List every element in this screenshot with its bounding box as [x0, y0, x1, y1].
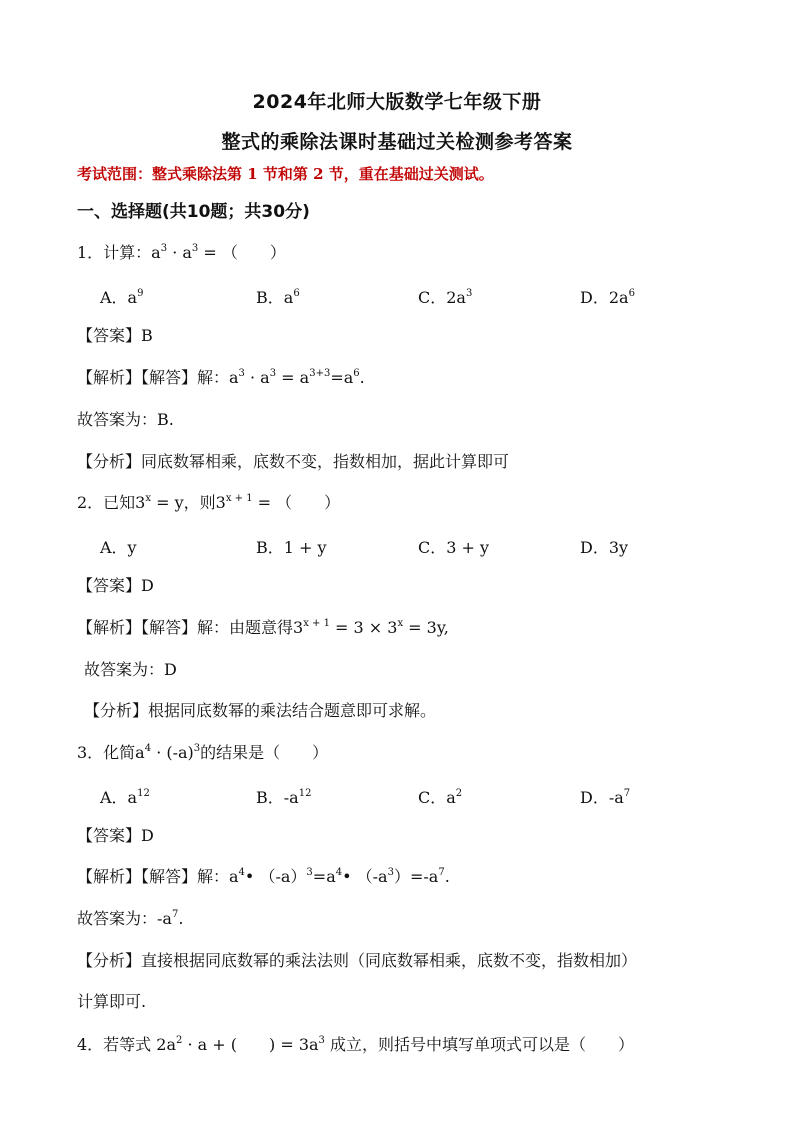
question-3-reason-continued: 计算即可. [77, 992, 147, 1011]
question-2-option-a: A．y [100, 538, 137, 557]
question-1-analysis: 【解析】【解答】解：$a^3 \cdot a^3 = a^{3+3}=a^6$. [77, 368, 365, 387]
question-1-conclusion: 故答案为：B. [77, 410, 174, 429]
question-1-answer: 【答案】B [77, 326, 153, 345]
exam-scope: 考试范围：整式乘除法第 1 节和第 2 节，重在基础过关测试。 [77, 165, 494, 183]
question-2-stem: 2．已知$3^x = y$，则$3^{x + 1}$ = （ ） [77, 493, 341, 512]
question-4-stem: 4．若等式 $2a^2 \cdot a$ + ( ) = $3a^3$ 成立，则括号中填写单项式可以是（ ） [77, 1035, 635, 1054]
question-1-stem: 1．计算：$a^3 \cdot a^3$ = （ ） [77, 243, 286, 262]
question-2-reason: 【分析】根据同底数幂的乘法结合题意即可求解。 [84, 701, 437, 720]
question-3-option-c: C．$a^2$ [418, 788, 463, 807]
question-1-option-a: A．$a^9$ [100, 288, 144, 307]
question-3-answer: 【答案】D [77, 826, 154, 845]
question-2-analysis: 【解析】【解答】解：由题意得$3^{x + 1} = 3 \times 3^x = 3y$, [77, 618, 449, 637]
question-2-conclusion: 故答案为：D [84, 660, 177, 679]
question-1-option-d: D．$2a^6$ [580, 288, 635, 307]
question-3-conclusion: 故答案为：$-a^7$. [77, 909, 184, 928]
question-3-option-a: A．$a^{12}$ [100, 788, 150, 807]
question-3-option-b: B．$-a^{12}$ [256, 788, 312, 807]
page-subtitle: 整式的乘除法课时基础过关检测参考答案 [221, 131, 573, 153]
question-1-option-c: C．$2a^3$ [418, 288, 473, 307]
question-3-analysis: 【解析】【解答】解：$a^4•$ $(-a)^3=a^4•$ $(-a^3)=-a^7$. [77, 867, 450, 886]
question-1-reason: 【分析】同底数幂相乘，底数不变，指数相加，据此计算即可 [77, 452, 510, 471]
page-title: 2024年北师大版数学七年级下册 [252, 91, 542, 113]
section-heading: 一、选择题(共10题；共30分) [77, 202, 310, 222]
question-2-option-c: C．3 + y [418, 538, 490, 557]
question-3-option-d: D．$-a^7$ [580, 788, 631, 807]
question-3-stem: 3．化简$a^4 \cdot (-a)^3$的结果是（ ） [77, 743, 329, 762]
question-3-reason: 【分析】直接根据同底数幂的乘法法则（同底数幂相乘，底数不变，指数相加） [77, 951, 638, 970]
question-2-answer: 【答案】D [77, 576, 154, 595]
question-2-option-d: D．3y [580, 538, 629, 557]
question-2-option-b: B．1 + y [256, 538, 327, 557]
question-1-option-b: B．$a^6$ [256, 288, 300, 307]
